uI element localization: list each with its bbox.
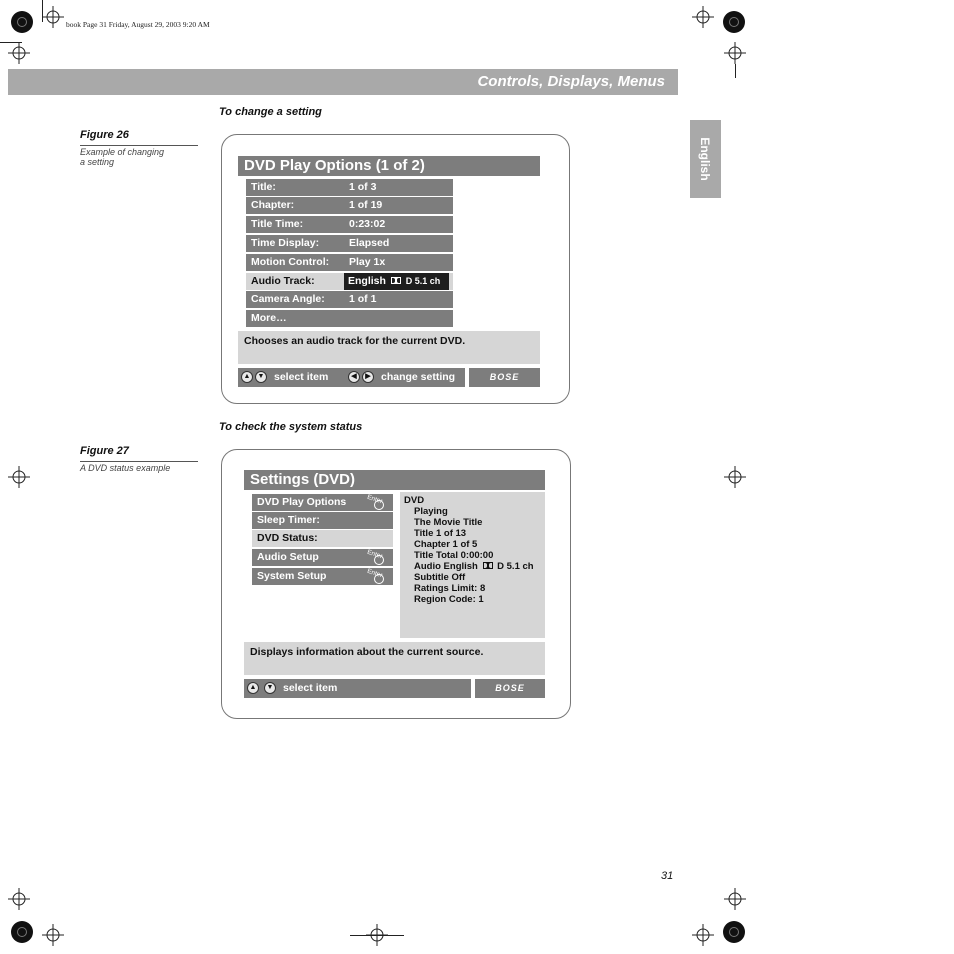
page-title: Controls, Displays, Menus	[477, 73, 665, 90]
registration-target	[11, 921, 33, 943]
crosshair-mark	[724, 466, 746, 488]
row-label: Title:	[251, 181, 276, 193]
figure-caption-line: A DVD status example	[80, 463, 171, 473]
section-heading: To check the system status	[219, 421, 363, 433]
screen-title: Settings (DVD)	[244, 470, 545, 490]
enter-button-icon	[367, 494, 391, 512]
figure-caption	[80, 463, 190, 473]
menu-row-chapter[interactable]	[246, 197, 453, 214]
section-heading: To change a setting	[219, 106, 322, 118]
help-text: Displays information about the current source.	[244, 642, 545, 675]
status-audio-format: D 5.1 ch	[497, 561, 534, 572]
dolby-digital-icon	[391, 277, 401, 284]
language-tab	[690, 120, 721, 198]
left-arrow-button-icon: ◀	[348, 371, 360, 383]
menu-row-motion-control[interactable]	[246, 254, 453, 271]
row-label: Time Display:	[251, 237, 320, 249]
row-label: More…	[251, 312, 287, 324]
down-arrow-button-icon: ▼	[264, 682, 276, 694]
figure-rule	[80, 145, 198, 146]
menu-row-title-time[interactable]	[246, 216, 453, 233]
row-label: Camera Angle:	[251, 293, 325, 305]
enter-label: Enter	[366, 548, 384, 561]
figure-label: Figure 26	[80, 129, 129, 141]
audio-format: D 5.1 ch	[405, 276, 441, 286]
crosshair-mark	[692, 924, 714, 946]
menu-row-more[interactable]	[246, 310, 453, 327]
crosshair-mark	[8, 42, 30, 64]
figure-rule	[80, 461, 198, 462]
crosshair-mark	[42, 924, 64, 946]
menu-item-system-setup[interactable]	[252, 568, 393, 585]
registration-target	[11, 11, 33, 33]
menu-item-sleep-timer[interactable]	[252, 512, 393, 529]
figure-caption	[80, 147, 190, 167]
header-bar	[8, 69, 678, 95]
language-tab-label: English	[698, 137, 712, 181]
menu-row-camera-angle[interactable]	[246, 291, 453, 308]
row-value: 0:23:02	[349, 218, 386, 230]
row-value-highlighted	[344, 273, 449, 290]
row-label: Chapter:	[251, 199, 295, 211]
enter-label: Enter	[366, 493, 384, 506]
menu-item-label: System Setup	[257, 570, 327, 582]
crosshair-mark	[42, 6, 64, 28]
crosshair-mark	[724, 888, 746, 910]
menu-item-dvd-play-options[interactable]	[252, 494, 393, 511]
status-line: The Movie Title	[414, 517, 483, 528]
crop-line	[42, 0, 43, 22]
select-item-label: select item	[274, 371, 329, 383]
dvd-status-panel	[400, 492, 545, 638]
right-arrow-button-icon: ▶	[362, 371, 374, 383]
crosshair-mark	[692, 6, 714, 28]
menu-item-label: Audio Setup	[257, 551, 319, 563]
audio-language: English	[348, 275, 386, 287]
page-number: 31	[661, 870, 674, 882]
crosshair-mark	[8, 888, 30, 910]
status-line: Playing	[414, 506, 448, 517]
enter-button-icon	[367, 568, 391, 586]
status-line: Region Code: 1	[414, 594, 484, 605]
crop-line	[735, 64, 736, 78]
figure-label: Figure 27	[80, 445, 129, 457]
up-arrow-button-icon: ▲	[241, 371, 253, 383]
row-value: Play 1x	[349, 256, 386, 268]
help-text: Chooses an audio track for the current DVD.	[238, 331, 540, 364]
registration-target	[723, 11, 745, 33]
change-setting-label: change setting	[381, 371, 456, 383]
crosshair-mark	[724, 42, 746, 64]
status-audio-line	[404, 561, 541, 572]
menu-item-label: DVD Status:	[257, 532, 318, 544]
menu-row-audio-track[interactable]	[246, 273, 453, 290]
status-line: Ratings Limit: 8	[414, 583, 486, 594]
menu-item-label: Sleep Timer:	[257, 514, 320, 526]
status-audio-language: Audio English	[414, 561, 478, 572]
footer-bar	[238, 368, 465, 387]
bose-logo: BOSE	[469, 368, 540, 387]
row-label: Title Time:	[251, 218, 304, 230]
figure-caption-line: a setting	[80, 157, 115, 167]
status-line: Chapter 1 of 5	[414, 539, 478, 550]
menu-row-title[interactable]	[246, 179, 453, 196]
menu-row-time-display[interactable]	[246, 235, 453, 252]
row-value: 1 of 1	[349, 293, 377, 305]
row-label: Motion Control:	[251, 256, 330, 268]
registration-target	[723, 921, 745, 943]
figure-caption-line: Example of changing	[80, 147, 165, 157]
status-line: Subtitle Off	[414, 572, 466, 583]
status-line: Title 1 of 13	[414, 528, 467, 539]
screen-title: DVD Play Options (1 of 2)	[238, 156, 540, 176]
footer-bar	[244, 679, 471, 698]
dolby-digital-icon	[483, 562, 493, 569]
print-info: book Page 31 Friday, August 29, 2003 9:20 AM	[66, 20, 210, 29]
up-arrow-button-icon: ▲	[247, 682, 259, 694]
status-heading: DVD	[404, 495, 425, 506]
row-value: Elapsed	[349, 237, 390, 249]
row-value: 1 of 3	[349, 181, 377, 193]
row-label: Audio Track:	[251, 275, 315, 287]
select-item-label: select item	[283, 682, 338, 694]
status-line: Title Total 0:00:00	[414, 550, 494, 561]
row-value: 1 of 19	[349, 199, 383, 211]
down-arrow-button-icon: ▼	[255, 371, 267, 383]
bose-logo: BOSE	[475, 679, 545, 698]
crosshair-mark	[8, 466, 30, 488]
menu-item-label: DVD Play Options	[257, 496, 347, 508]
crop-line	[350, 935, 404, 936]
enter-label: Enter	[366, 567, 384, 580]
crop-line	[0, 42, 22, 43]
